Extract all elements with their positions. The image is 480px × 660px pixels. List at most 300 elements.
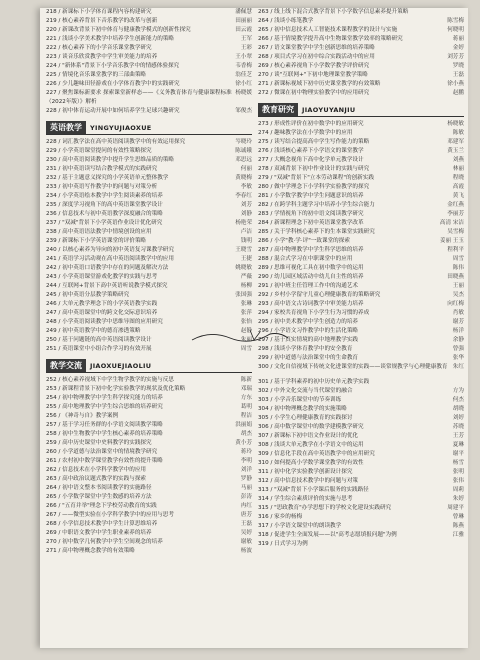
toc-entry-title: （2022年版）》解析 [46,99,97,105]
toc-entry [46,62,252,71]
toc-entry-title: 301 / 基于学科素养的初中历史单元教学实践 [258,379,370,385]
toc-entry-author: 赵鹏 [452,90,464,96]
toc-entry-author: 周建平 [447,505,464,511]
toc-entry-title: 273 / 形成性评价在初中数学中的应用研究 [258,121,364,127]
toc-entry [46,511,252,520]
toc-entry-author: 田云霞 [235,27,252,33]
toc-entry [46,439,252,448]
toc-entry-author: 姜丽 王玉 [439,238,464,244]
toc-entry-title: 265 / 初中信息技术人工智能技术课程教学的设计与实施 [258,27,398,33]
toc-entry-author: 黄晓梅 [235,175,252,181]
toc-entry-title: 232 / 基于主题意义探究的小学英语单元整体教学 [46,175,169,181]
toc-entry-author: 张怡 [240,319,252,325]
toc-entry-author: 曾强 [452,346,464,352]
toc-entry-title: 235 / 深度学习视角下的高中英语课堂教学设计 [46,202,163,208]
toc-entry-title: 293 / 高中语文古诗词教学中审美能力培养 [258,301,364,307]
toc-entry [258,8,464,17]
section-header-exchange [46,358,252,373]
toc-entry-title: 218 / 新课标下小学体育课程内容构建研究 [46,9,152,15]
toc-entry-title: 257 / 基于学习任务群的小学语文阅读教学策略 [46,422,163,428]
toc-entry-title: 227 / 聚焦课标新要求 探索课堂新样态——《义务教育体育与健康课程标准 [46,90,232,96]
left-column [46,8,252,556]
toc-entry [46,273,252,282]
toc-entry-author: 方东 [240,395,252,401]
toc-entry-author: 方为 [452,388,464,394]
toc-entry-author: 胡晓 [452,406,464,412]
toc-entry-author: 张华 [452,355,464,361]
toc-entry-title: 263 / 高中政治议题式教学的实践与探索 [46,476,147,482]
toc-entry-title: 254 / 初中物理教学中学生科学探究能力的培养 [46,395,163,401]
toc-entry-title: 221 / 浅谈小学美术教学中培养学生创新能力的策略 [46,36,174,42]
toc-entry-title: 284 / 新课程理念下初中英语课堂教学改革 [258,220,364,226]
toc-entry [46,300,252,309]
toc-entry-author: 王晓雪 [235,247,252,253]
toc-entry [258,26,464,35]
toc-entry-author: 徐小燕 [447,81,464,87]
toc-entry [258,291,464,300]
toc-entry [258,71,464,80]
toc-entry [46,183,252,192]
section-pinyin: YINGYUJIAOXUE [90,124,152,132]
section-label: 教育研究 [258,103,298,116]
toc-entry-title: 275 / 读写结合提高高中学生写作能力的策略 [258,139,370,145]
toc-entry [258,540,464,549]
handwritten-mark-icon [190,326,290,346]
toc-entry-author: 陈雪梅 [447,18,464,24]
toc-entry-title: 269 / 中职语文教学中学生职业素养的培养 [46,530,152,536]
toc-entry-title: 246 / 大单元教学理念下的小学英语教学实践 [46,301,158,307]
toc-entry [258,35,464,44]
toc-entry-title: 317 / 小学语文课堂中的朗读教学 [258,523,342,529]
toc-entry [258,17,464,26]
toc-entry-author: 黄玉兰 [447,148,464,154]
toc-entry [46,376,252,385]
toc-entry [258,89,464,98]
toc-entry-author: 黄飞 [452,193,464,199]
toc-entry-title: 236 / 信息技术与初中英语教学深度融合的策略 [46,211,163,217]
toc-entry-title: 255 / 高中地理教学中学生综合思维的培养研究 [46,404,163,410]
toc-entry-title: 229 / 小学英语课堂提问的有效性策略探究 [46,148,152,154]
toc-entry-author: 程利平 [447,247,464,253]
toc-entry [46,156,252,165]
toc-entry [46,26,252,35]
toc-entry [258,219,464,228]
toc-entry-title: 268 / 项目式学习在初中综合实践活动中的应用 [258,54,375,60]
toc-entry-author: 谢敏 [240,539,252,545]
toc-entry-author: 冉红 [240,503,252,509]
toc-entry-title: 305 / 小学生心理健康教育的实践探讨 [258,415,353,421]
toc-entry-title: 241 / 英语学习活动观在高中英语阅读教学中的应用 [46,256,174,262]
toc-entry-author: 陈新 [240,377,252,383]
toc-entry-author: 何晓明 [447,27,464,33]
toc-entry [258,363,464,372]
toc-entry [46,529,252,538]
toc-entry-author: 谢芳 [452,319,464,325]
toc-entry [258,477,464,486]
toc-entry [46,35,252,44]
toc-entry [46,147,252,156]
toc-entry-title: 291 / 初中班主任管理工作中的沟通艺术 [258,283,359,289]
toc-entry-author: 韦香梅 [235,63,252,69]
toc-entry-author: 赵静 [240,328,252,334]
toc-entry [46,466,252,475]
toc-entry [46,192,252,201]
toc-entry-author: 杨晓敏 [447,121,464,127]
toc-entry-author: 吴婷 [240,530,252,536]
toc-entry-title: 219 / 核心素养背景下音乐教学的改革与创新 [46,18,158,24]
toc-entry-author: 张国强 [235,292,252,298]
toc-entry-title: 267 / 语文课堂教学中学生创新思维的培养策略 [258,45,375,51]
toc-entry-title: 292 / 乡村小学留守儿童心理健康教育的策略研究 [258,292,381,298]
toc-entry [258,129,464,138]
toc-entry-author: 罗静 [240,476,252,482]
toc-entry-title: 316 / 家乡的杨梅 [258,514,303,520]
toc-entry-author: 江雅 [452,532,464,538]
toc-entry-title: 233 / 初中英语写作教学中的问题与对策分析 [46,184,158,190]
toc-entry-title: 253 / 新课程背景下初中化学实验教学的现状及优化策略 [46,386,186,392]
toc-entry [258,504,464,513]
toc-entry-title: 240 / 以核心素养为导向的初中英语复习课教学研究 [46,247,174,253]
toc-entry-title: 245 / 初中英语分层教学策略研究 [46,292,130,298]
toc-entry-title: 312 / 高中信息技术教学中的问题与对策 [258,478,359,484]
toc-entry-author: 张明 [452,469,464,475]
toc-entry-author: 罗晓 [452,63,464,69]
toc-entry [258,495,464,504]
toc-entry-title: 237 / "双减"背景下小学英语作业设计优化研究 [46,220,163,226]
toc-entry-author: 潘佩慧 [235,9,252,15]
toc-entry-author: 林丽 [452,166,464,172]
toc-entry [46,201,252,210]
toc-entry [258,192,464,201]
toc-entry-author: 王小翠 [235,54,252,60]
toc-entry-author: 王磊 [452,72,464,78]
toc-entry-title: 239 / 新课标下小学英语课堂的评价策略 [46,238,147,244]
toc-entry-title: 281 / 小学数学教学中学生问题意识的培养 [258,193,364,199]
section-header-research [258,102,464,117]
toc-entry-author: 张琳 [240,301,252,307]
toc-entry-author: 周莉 [452,487,464,493]
toc-entry [46,138,252,147]
toc-entry-author: 刘洋 [240,467,252,473]
toc-entry-title: 243 / 小学英语课堂游戏化教学的实践与思考 [46,274,158,280]
toc-entry-title: 289 / 思维可视化工具在初中数学中的运用 [258,265,364,271]
toc-entry-title: 231 / 初中英语读写结合教学模式的实践研究 [46,166,158,172]
toc-entry-title: 266 / "五育并举"理念下学校劳动教育的实践 [46,503,157,509]
toc-entry-author: 邹俊杰 [235,108,252,114]
toc-entry-author: 田丽丽 [235,18,252,24]
toc-entry-author: 徐小红 [235,81,252,87]
toc-entry-author: 高清 宋洁 [439,220,464,226]
toc-entry-author: 余静 [452,337,464,343]
toc-entry-title: 302 / 中外文化交流与当代课堂的融合 [258,388,353,394]
toc-entry-author: 刘芳芳 [447,54,464,60]
toc-entry [258,513,464,522]
toc-entry-title: 295 / 初中美术教学中学生创造力的培养 [258,319,359,325]
toc-entry-author: 程晓 [452,175,464,181]
toc-entry [46,174,252,183]
toc-entry-title: 279 / "双减"背景下"立本劳动课程"的创新实践 [258,175,374,181]
toc-entry [46,237,252,246]
toc-entry [46,210,252,219]
toc-entry-title: 287 / 高中物理教学中学生科学思维的培养 [258,247,364,253]
toc-entry-author: 邓建军 [447,139,464,145]
toc-entry [46,282,252,291]
toc-entry-author: 唐芳 [240,512,252,518]
toc-entry-author: 田晓燕 [447,274,464,280]
toc-entry [46,502,252,511]
toc-entry-author: 卢洁 [240,229,252,235]
toc-entry-author: 陈伟 [452,265,464,271]
toc-entry [46,493,252,502]
toc-entry-title: 310 / 如何提高小学数学课堂教学的有效性 [258,460,364,466]
toc-entry [258,282,464,291]
toc-entry-author: 胡杰 [240,431,252,437]
toc-entry-author: 肖敏 [452,310,464,316]
toc-entry [46,228,252,237]
toc-entry-author: 何丽 [240,166,252,172]
toc-entry [46,448,252,457]
toc-entry [46,71,252,80]
toc-entry-title: 270 / 初中数学几何教学中学生空间观念的培养 [46,539,163,545]
toc-entry-author: 陈敏 [452,130,464,136]
toc-entry-author: 李敏 [240,184,252,190]
toc-entry [46,107,252,116]
toc-entry-author: 高霞 [452,184,464,190]
toc-entry-author: 蒋玲 [240,449,252,455]
toc-entry [258,138,464,147]
toc-entry [258,228,464,237]
toc-entry-title: 298 / 浅谈小学体育教学中的安全教育 [258,346,353,352]
toc-entry-title: 272 / 微课在初中物理实验教学中的应用研究 [258,90,370,96]
toc-entry [46,430,252,439]
toc-entry-author: 蒋丽 [452,36,464,42]
toc-entry [258,441,464,450]
section-label: 英语教学 [46,121,86,134]
toc-entry-author: 金红燕 [447,202,464,208]
toc-entry [46,44,252,53]
toc-entry [258,414,464,423]
toc-entry-title: 318 / 促进学生全面发展——以"高考志愿填报问题"为例 [258,532,397,538]
toc-entry [46,385,252,394]
toc-entry [258,354,464,363]
toc-entry-title: 306 / 高中数学课堂中的数学建模教学研究 [258,424,364,430]
toc-entry-title: 297 / 基于真实情境的高中地理教学实践 [258,337,359,343]
toc-entry [46,345,252,354]
toc-entry [46,484,252,493]
toc-entry-title: 244 / 互联网+背景下高中英语听说教学模式探究 [46,283,168,289]
toc-entry-title: 303 / 小学音乐课堂中的节奏训练 [258,397,342,403]
toc-entry-author: 姚晓敏 [235,265,252,271]
toc-entry-title: 264 / 浅谈小练笔教学 [258,18,314,24]
toc-entry-author: 金婷 [452,45,464,51]
toc-entry-title: 283 / 学情视角下的初中语文阅读教学研究 [258,211,364,217]
toc-entry-title: 258 / 初中生物教学中学生核心素养的培养策略 [46,431,163,437]
toc-entry [258,432,464,441]
toc-entry-title: 311 / 初中化学实验教学创新设计探究 [258,469,353,475]
toc-entry-title: 319 / 日式学习为例 [258,541,308,547]
toc-entry-author: 洪丽娟 [235,422,252,428]
journal-page [40,8,468,648]
toc-entry [258,147,464,156]
toc-entry [46,547,252,556]
toc-entry-author: 杨波 [240,548,252,554]
toc-entry-author: 岑晓玲 [235,139,252,145]
toc-entry-author: 周雪 [240,346,252,352]
toc-entry-title: 256 / 《神奇与自》教学案例 [46,413,119,419]
toc-entry [258,459,464,468]
toc-entry-title: 250 / 基于问题链的高中英语阅读教学设计 [46,337,152,343]
toc-entry-title: 265 / 小学数学课堂中学生数感的培养方法 [46,494,152,500]
toc-entry [258,183,464,192]
toc-entry-title: 277 / 大概念视角下高中化学单元教学设计 [258,157,364,163]
toc-entry-title: 266 / 基于情境教学提升高中生物课堂教学效率的策略研究 [258,36,403,42]
toc-entry-title: 308 / 浅谈大单元教学在小学语文中的运用 [258,442,364,448]
toc-entry-title: 274 / 趣味教学法在小学数学中的应用 [258,130,353,136]
toc-entry [258,378,464,387]
toc-entry-title: 263 / 线上线下混合式教学背景下小学数学信息素养提升策略 [258,9,409,15]
toc-entry [258,468,464,477]
toc-entry [258,450,464,459]
toc-entry-title: 251 / 英语课堂中小组合作学习的有效开展 [46,346,152,352]
toc-entry-title: 249 / 初中英语教学中的德育渗透策略 [46,328,141,334]
toc-entry [46,394,252,403]
section-pinyin: JIAOXUEJIAOLIU [90,362,152,370]
toc-entry-title: 276 / 浅谈核心素养下小学语文的课堂教学 [258,148,364,154]
toc-entry-title: 260 / 小学道德与法治课堂中的情境教学研究 [46,449,158,455]
toc-entry-author: 黄小芳 [235,440,252,446]
toc-entry-author: 朱婷 [452,496,464,502]
toc-entry [46,412,252,421]
toc-entry [258,62,464,71]
toc-entry [46,538,252,547]
toc-entry-title: 290 / 幼儿园区域活动中幼儿自主性的培养 [258,274,364,280]
toc-entry [258,264,464,273]
toc-entry [46,421,252,430]
toc-entry-author: 何杰 [452,397,464,403]
toc-entry-title: 313 / "双减"背景下小学课后服务的实践路径 [258,487,369,493]
toc-entry-title: 252 / 核心素养视域下中学生物学教学的实施与反思 [46,377,174,383]
toc-entry-title: 230 / 高中英语阅读教学中提升学生思维品质的策略 [46,157,174,163]
section-label: 教学交流 [46,359,86,372]
toc-entry-author: 李丽芳 [447,211,464,217]
toc-entry-author: 刘婷 [452,415,464,421]
toc-entry-title: 307 / 新课标下初中语文作业设计的优化 [258,433,359,439]
toc-entry-author: 谢平 [452,451,464,457]
toc-entry-title: 225 / 情境化音乐课堂教学的三部曲策略 [46,72,147,78]
toc-entry-title: 234 / 小学英语绘本教学中学生阅读素养的培养 [46,193,163,199]
toc-entry-author: 吴杰 [452,292,464,298]
toc-entry-title: 304 / 初中物理概念教学的实施策略 [258,406,347,412]
toc-entry [258,120,464,129]
toc-entry [258,531,464,540]
toc-entry-author: 陈诚娥 [235,148,252,154]
toc-entry-author: 周雪 [452,256,464,262]
toc-entry-title: 269 / 核心素养视角下小学数学教学评价研究 [258,63,370,69]
toc-entry [258,53,464,62]
toc-entry-author: 苏晓 [452,424,464,430]
toc-entry-title: 228 / 词汇教学法在高中英语阅读教学中的有效运用探究 [46,139,186,145]
toc-entry-author: 李春红 [235,193,252,199]
toc-entry [46,165,252,174]
toc-entry [46,403,252,412]
toc-entry [258,345,464,354]
toc-entry [258,300,464,309]
toc-entry-title: 228 / 初中体育运动开展中如何培养学生足球兴趣研究 [46,108,180,114]
toc-entry-author: 王磊 [240,521,252,527]
toc-entry-title: 223 / 谈音乐欣赏教学中学生审美能力的培养 [46,54,158,60]
toc-entry [258,246,464,255]
toc-entry [46,291,252,300]
toc-entry [46,17,252,26]
toc-entry [46,255,252,264]
toc-entry [46,53,252,62]
toc-entry-title: 238 / 高中英语语法教学中情境创设的应用 [46,229,152,235]
toc-entry-title: 268 / 小学信息技术教学中学生计算思维培养 [46,521,158,527]
toc-entry-author: 曾琳 [452,514,464,520]
toc-entry-title: 315 / "思政教育"办学思想下的学校文化建设实践研究 [258,505,392,511]
toc-entry [46,457,252,466]
toc-entry [46,8,252,17]
toc-entry [258,273,464,282]
toc-entry-author: 陈燕 [452,523,464,529]
toc-entry-title: 271 / 新课标视域下初中历史课堂教学的有效策略 [258,81,381,87]
toc-entry [46,309,252,318]
toc-entry-author: 王芳 [452,433,464,439]
toc-entry [258,522,464,531]
toc-entry-author: 杨雪 [452,460,464,466]
toc-entry-title: 294 / 家校共育视角下小学生行为习惯的养成 [258,310,370,316]
toc-entry-author: 夏琳 [452,442,464,448]
toc-entry-author: 葛明 [240,404,252,410]
toc-entry [46,246,252,255]
toc-entry-title: 259 / 高中历史课堂中史料教学的实践探究 [46,440,152,446]
toc-entry-author: 王彩 [240,45,252,51]
toc-entry-title: 280 / 做中学理念下小学科学实验教学的探究 [258,184,370,190]
section-header-english [46,120,252,135]
right-column [258,8,464,549]
toc-entry-title: 314 / 学生综合素质评价的实施与思考 [258,496,353,502]
toc-entry-title: 286 / 小学"教·学·评"一致课堂的探索 [258,238,350,244]
toc-entry-title: 267 / ——微型实验在小学科学教学中的应用与思考 [46,512,174,518]
toc-entry [258,44,464,53]
toc-entry-title: 226 / 少儿趣味田径游戏在小学体育教学中的实践研究 [46,81,180,87]
toc-entry-author: 李明 [240,458,252,464]
toc-entry-author: 邓思远 [235,157,252,163]
toc-entry [258,210,464,219]
toc-entry [258,201,464,210]
toc-entry [46,475,252,484]
toc-entry-title: 270 / 谈"互联网+"下初中地理课堂教学策略 [258,72,368,78]
toc-entry-author: 向红梅 [447,301,464,307]
toc-entry [258,309,464,318]
toc-entry-title: 242 / 初中英语口语教学中存在的问题及解决方法 [46,265,169,271]
toc-entry-author: 刘燕 [452,157,464,163]
toc-entry-title: 262 / 信息技术在小学科学教学中的应用 [46,467,147,473]
toc-entry [46,98,252,107]
section-pinyin: JIAOYUYANJIU [302,106,356,114]
toc-entry-author: 邓瑞 [240,386,252,392]
toc-entry-author: 杨晓媛 [235,90,252,96]
toc-entry [258,156,464,165]
toc-entry-title: 248 / 小学英语阅读教学中思维导图的应用研究 [46,319,163,325]
toc-entry [46,264,252,273]
toc-entry-author: 王军 [240,36,252,42]
toc-entry-author: 王捷 [240,256,252,262]
toc-entry [46,219,252,228]
toc-entry [258,486,464,495]
toc-entry-title: 222 / 核心素养下的小学音乐课堂教学研究 [46,45,152,51]
toc-entry [46,520,252,529]
